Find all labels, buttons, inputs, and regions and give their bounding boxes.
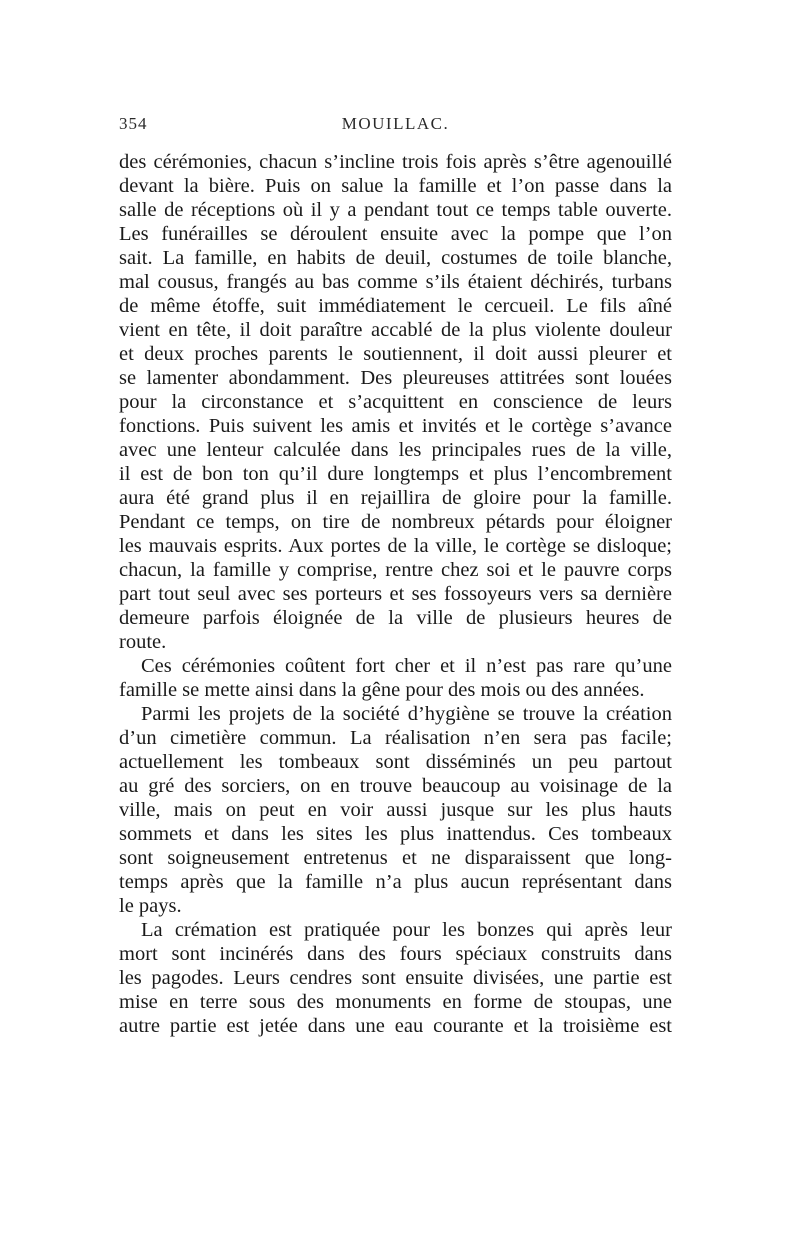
text-line: se lamenter abondamment. Des pleureuses attitrées sont louées [119, 367, 672, 389]
text-line: autre partie est jetée dans une eau courante et la troisième est [119, 1015, 672, 1037]
text-line: demeure parfois éloignée de la ville de plusieurs heures de [119, 607, 672, 629]
text-line: La crémation est pratiquée pour les bonzes qui après leur [141, 919, 672, 941]
text-line: les pagodes. Leurs cendres sont ensuite divisées, une partie est [119, 967, 672, 989]
page-number: 354 [119, 114, 148, 133]
text-line: et deux proches parents le soutiennent, il doit aussi pleurer et [119, 343, 672, 365]
text-line: vient en tête, il doit paraître accablé de la plus violente douleur [119, 319, 672, 341]
text-line: Les funérailles se déroulent ensuite avec la pompe que l’on [119, 223, 672, 245]
text-line: il est de bon ton qu’il dure longtemps et plus l’encombrement [119, 463, 672, 485]
text-line: ville, mais on peut en voir aussi jusque sur les plus hauts [119, 799, 672, 821]
text-line: le pays. [119, 895, 182, 917]
text-line: sommets et dans les sites les plus inattendus. Ces tombeaux [119, 823, 672, 845]
text-line: mort sont incinérés dans des fours spéciaux construits dans [119, 943, 672, 965]
text-line: actuellement les tombeaux sont disséminés un peu partout [119, 751, 672, 773]
text-line: devant la bière. Puis on salue la famille et l’on passe dans la [119, 175, 672, 197]
text-line: pour la circonstance et s’acquittent en conscience de leurs [119, 391, 672, 413]
running-title: MOUILLAC. [341, 114, 450, 133]
text-line: part tout seul avec ses porteurs et ses fossoyeurs vers sa dernière [119, 583, 672, 605]
text-line: de même étoffe, suit immédiatement le cercueil. Le fils aîné [119, 295, 672, 317]
text-line: d’un cimetière commun. La réalisation n’en sera pas facile; [119, 727, 672, 749]
text-line: chacun, la famille y comprise, rentre chez soi et le pauvre corps [119, 559, 672, 581]
text-line: des cérémonies, chacun s’incline trois fois après s’être agenouillé [119, 151, 672, 173]
text-line: route. [119, 631, 167, 653]
text-line: les mauvais esprits. Aux portes de la ville, le cortège se disloque; [119, 535, 672, 557]
text-line: Pendant ce temps, on tire de nombreux pétards pour éloigner [119, 511, 672, 533]
text-line: avec une lenteur calculée dans les principales rues de la ville, [119, 439, 672, 461]
text-line: sait. La famille, en habits de deuil, costumes de toile blanche, [119, 247, 672, 269]
text-line: mise en terre sous des monuments en forme de stoupas, une [119, 991, 672, 1013]
body-text [119, 150, 672, 1038]
running-head [119, 114, 672, 138]
text-line: temps après que la famille n’a plus aucun représentant dans [119, 871, 672, 893]
text-line: fonctions. Puis suivent les amis et invités et le cortège s’avance [119, 415, 672, 437]
text-line: famille se mette ainsi dans la gêne pour des mois ou des années. [119, 679, 645, 701]
text-line: Ces cérémonies coûtent fort cher et il n’est pas rare qu’une [141, 655, 672, 677]
text-line: sont soigneusement entretenus et ne disparaissent que long- [119, 847, 672, 869]
text-line: Parmi les projets de la société d’hygiène se trouve la création [141, 703, 672, 725]
text-line: au gré des sorciers, on en trouve beaucoup au voisinage de la [119, 775, 672, 797]
text-line: salle de réceptions où il y a pendant tout ce temps table ouverte. [119, 199, 672, 221]
text-line: aura été grand plus il en rejaillira de gloire pour la famille. [119, 487, 672, 509]
text-line: mal cousus, frangés au bas comme s’ils étaient déchirés, turbans [119, 271, 672, 293]
